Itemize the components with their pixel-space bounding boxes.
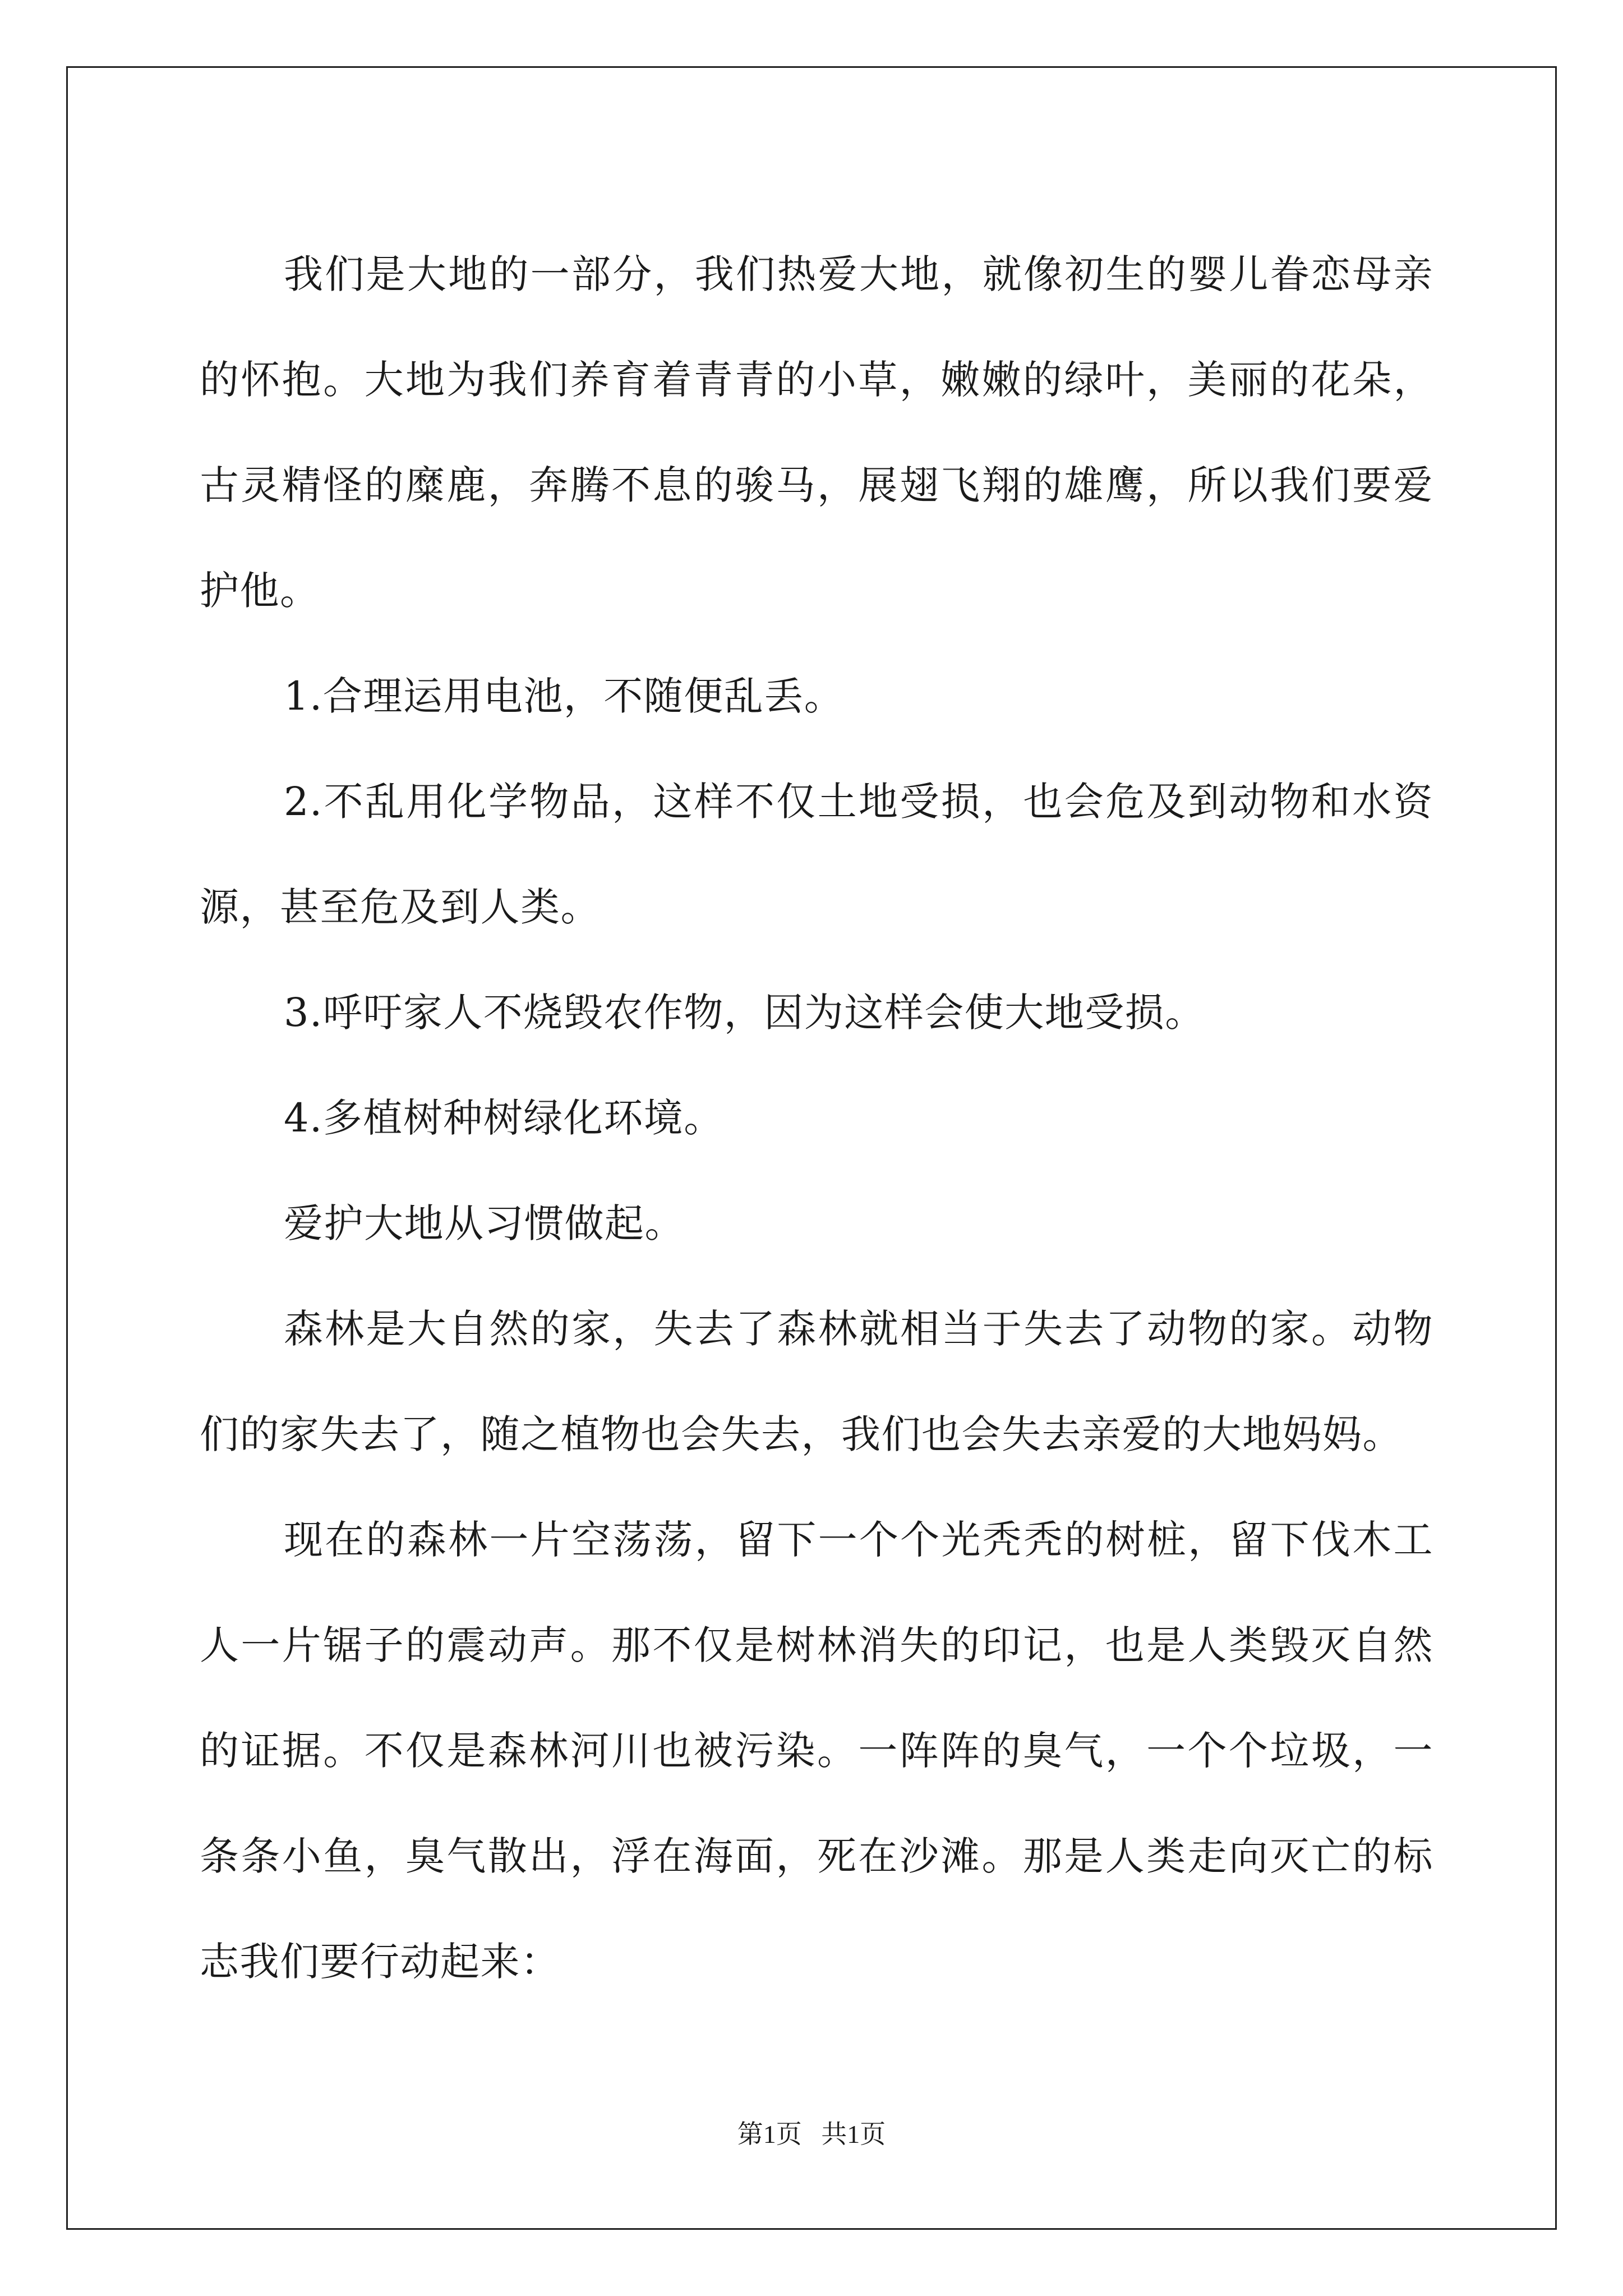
paragraph-item-2: 2.不乱用化学物品，这样不仅土地受损，也会危及到动物和水资源，甚至危及到人类。 bbox=[200, 779, 1433, 930]
paragraph-item-1: 1.合理运用电池，不随便乱丢。 bbox=[284, 673, 845, 719]
document-body bbox=[200, 222, 1433, 2014]
page-total: 共1页 bbox=[821, 2120, 886, 2148]
paragraph-habit: 爱护大地从习惯做起。 bbox=[284, 1200, 685, 1246]
paragraph-intro: 我们是大地的一部分，我们热爱大地，就像初生的婴儿眷恋母亲的怀抱。大地为我们养育着青青的小草，嫩嫩的绿叶，美丽的花朵，古灵精怪的糜鹿，奔腾不息的骏马，展翅飞翔的雄鹰，所以我们要爱护他。 bbox=[200, 251, 1433, 614]
paragraph-forest: 森林是大自然的家，失去了森林就相当于失去了动物的家。动物们的家失去了，随之植物也会失去，我们也会失去亲爱的大地妈妈。 bbox=[200, 1306, 1433, 1457]
paragraph-item-4: 4.多植树种树绿化环境。 bbox=[284, 1095, 724, 1141]
paragraph-current-state: 现在的森林一片空荡荡，留下一个个光秃秃的树桩，留下伐木工人一片锯子的震动声。那不仅是树林消失的印记，也是人类毁灭自然的证据。不仅是森林河川也被污染。一阵阵的臭气，一个个垃圾，一条条小鱼，臭气散出，浮在海面，死在沙滩。那是人类走向灭亡的标志我们要行动起来： bbox=[200, 1517, 1433, 1985]
page-number: 第1页 bbox=[737, 2120, 802, 2148]
page-footer bbox=[0, 2118, 1623, 2151]
paragraph-item-3: 3.呼吁家人不烧毁农作物，因为这样会使大地受损。 bbox=[284, 990, 1205, 1036]
